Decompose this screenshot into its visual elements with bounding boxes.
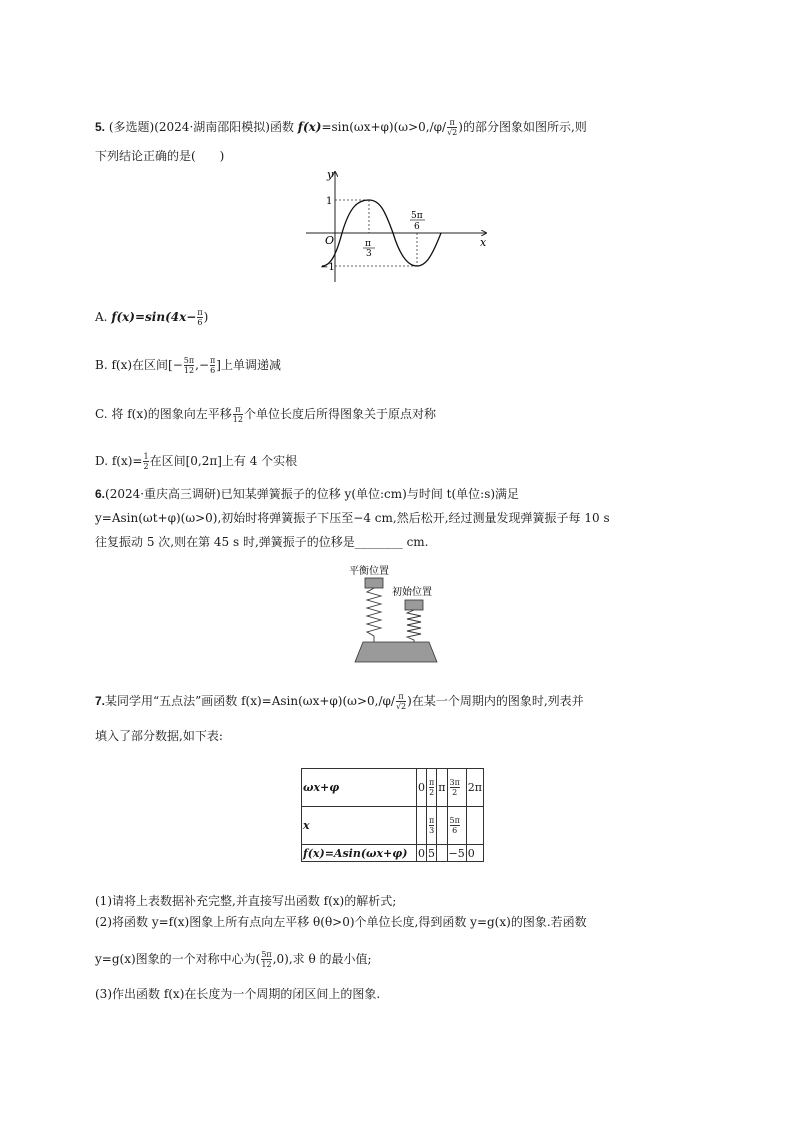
q7-sub2-line1: (2)将函数 y=f(x)图象上所有点向左平移 θ(θ>0)个单位长度,得到函数 y=g(x)的图象.若函数	[95, 915, 587, 929]
label-balance-position: 平衡位置	[349, 566, 389, 577]
q5-expr: =sin(ωx+φ)	[321, 120, 394, 134]
option-b-end: ]上单调递减	[216, 358, 281, 372]
spring-left	[367, 588, 381, 642]
q7-sub1: (1)请将上表数据补充完整,并直接写出函数 f(x)的解析式;	[95, 894, 397, 908]
q5-option-a	[95, 308, 208, 327]
table-cell: 5	[428, 846, 435, 860]
table-cell: 0	[418, 846, 425, 860]
q5-sine-graph	[300, 166, 500, 286]
option-b-label: B.	[95, 358, 108, 372]
table-cell: $\frac{\pi}{2}$	[427, 769, 437, 807]
q6-spring-figure	[345, 560, 465, 665]
q7-sub2-text: y=g(x)图象的一个对称中心为(	[95, 952, 261, 966]
q7-text1: 某同学用“五点法”画函数 f(x)=Asin(ωx+φ)(ω>0,/φ/	[105, 694, 395, 708]
table-cell: ωx+φ	[302, 769, 417, 807]
option-c-end: 个单位长度后所得图象关于原点对称	[243, 407, 436, 421]
option-b-frac2: $\frac{\pi}{6}$	[210, 356, 216, 375]
five-point-table	[301, 768, 484, 862]
q5-cond-end: )	[458, 120, 463, 134]
option-c-frac: $\frac{\pi}{12}$	[232, 405, 243, 424]
spring-base	[355, 642, 437, 662]
q5-stem-line2: 下列结论正确的是( )	[95, 149, 225, 163]
option-b-mid: ,−	[195, 358, 210, 372]
option-a-label: A.	[95, 310, 108, 324]
option-a-end: )	[203, 310, 209, 324]
q5-source: (2024·湖南邵阳模拟)	[154, 120, 270, 134]
table-cell	[466, 807, 483, 845]
table-row	[302, 769, 484, 807]
balance-block	[365, 578, 383, 588]
x-tick-pi3-num: π	[365, 239, 371, 249]
table-cell: f(x)=Asin(ωx+φ)	[302, 845, 417, 862]
q5-option-b	[95, 356, 281, 375]
option-d-end: 在区间[0,2π]上有 4 个实根	[149, 454, 298, 468]
table-cell: −5	[448, 846, 465, 860]
option-a-text: f(x)=sin(4x−	[111, 310, 197, 324]
q5-func: f(x)	[297, 120, 322, 134]
table-row	[302, 807, 484, 845]
q5-tail: 的部分图象如图所示,则	[462, 120, 587, 134]
q5-option-d	[95, 452, 297, 471]
table-cell: 0	[417, 769, 427, 807]
q6-text1: (2024·重庆高三调研)已知某弹簧振子的位移 y(单位:cm)与时间 t(单位:s)满足	[105, 487, 520, 501]
table-cell	[437, 845, 447, 862]
option-d-label: D.	[95, 454, 109, 468]
q7-sub2-frac: $\frac{5\pi}{12}$	[261, 950, 272, 969]
q7-line1	[95, 692, 584, 711]
x-tick-5pi6-den: 6	[414, 222, 420, 232]
q7-sub2-end: ,0),求 θ 的最小值;	[272, 952, 372, 966]
option-c-text: 将 f(x)的图象向左平移	[111, 407, 232, 421]
q7-cond-frac: $\frac{\pi}{√2}$	[395, 692, 407, 711]
q5-option-c	[95, 405, 436, 424]
option-b-text: f(x)在区间[−	[111, 358, 183, 372]
table-cell: $\frac{5\pi}{6}$	[447, 807, 466, 845]
y-axis-label: y	[327, 168, 334, 181]
table-cell: π	[437, 769, 447, 807]
initial-block	[405, 600, 423, 610]
table-cell	[417, 807, 427, 845]
q7-text1-end: )在某一个周期内的图象时,列表并	[407, 694, 584, 708]
q7-sub3: (3)作出函数 f(x)在长度为一个周期的闭区间上的图象.	[95, 987, 381, 1001]
table-cell: $\frac{3\pi}{2}$	[447, 769, 466, 807]
option-d-text: f(x)=	[111, 454, 143, 468]
x-tick-5pi6-num: 5π	[411, 211, 423, 221]
q7-line2: 填入了部分数据,如下表:	[95, 729, 223, 743]
q5-number: 5.	[95, 120, 106, 134]
y-tick-1: 1	[326, 196, 333, 207]
table-cell: x	[302, 807, 417, 845]
x-tick-pi3-den: 3	[366, 249, 372, 259]
table-cell: 0	[466, 845, 483, 862]
q6-number: 6.	[95, 487, 106, 501]
table-cell: 2π	[466, 769, 483, 807]
option-c-label: C.	[95, 407, 108, 421]
option-a-frac: $\frac{\pi}{6}$	[197, 308, 203, 327]
q7-sub2-line2	[95, 950, 372, 969]
q5-stem-line1	[95, 118, 587, 137]
q5-text: 函数	[269, 120, 294, 134]
label-initial-position: 初始位置	[392, 587, 432, 598]
y-tick-neg1: −1	[320, 262, 335, 273]
q6-line1	[95, 486, 519, 502]
table-cell	[437, 807, 447, 845]
q6-line2: y=Asin(ωt+φ)(ω>0),初始时将弹簧振子下压至−4 cm,然后松开,经过测量发现弹簧振子每 10 s	[95, 511, 610, 525]
option-b-frac1: $\frac{5\pi}{12}$	[183, 356, 195, 375]
q7-number: 7.	[95, 694, 106, 708]
q5-cond: (ω>0,/φ/	[393, 120, 447, 134]
option-d-frac: $\frac{1}{2}$	[143, 452, 149, 471]
q5-tag: (多选题)	[108, 120, 155, 134]
spring-right	[407, 610, 421, 642]
origin-label: O	[325, 234, 335, 247]
q6-line3: 往复振动 5 次,则在第 45 s 时,弹簧振子的位移是________ cm.	[95, 535, 429, 549]
table-row	[302, 845, 484, 862]
table-cell: $\frac{\pi}{3}$	[427, 807, 437, 845]
q5-cond-frac: $\frac{\pi}{√2}$	[447, 118, 458, 137]
x-axis-label: x	[480, 236, 487, 249]
